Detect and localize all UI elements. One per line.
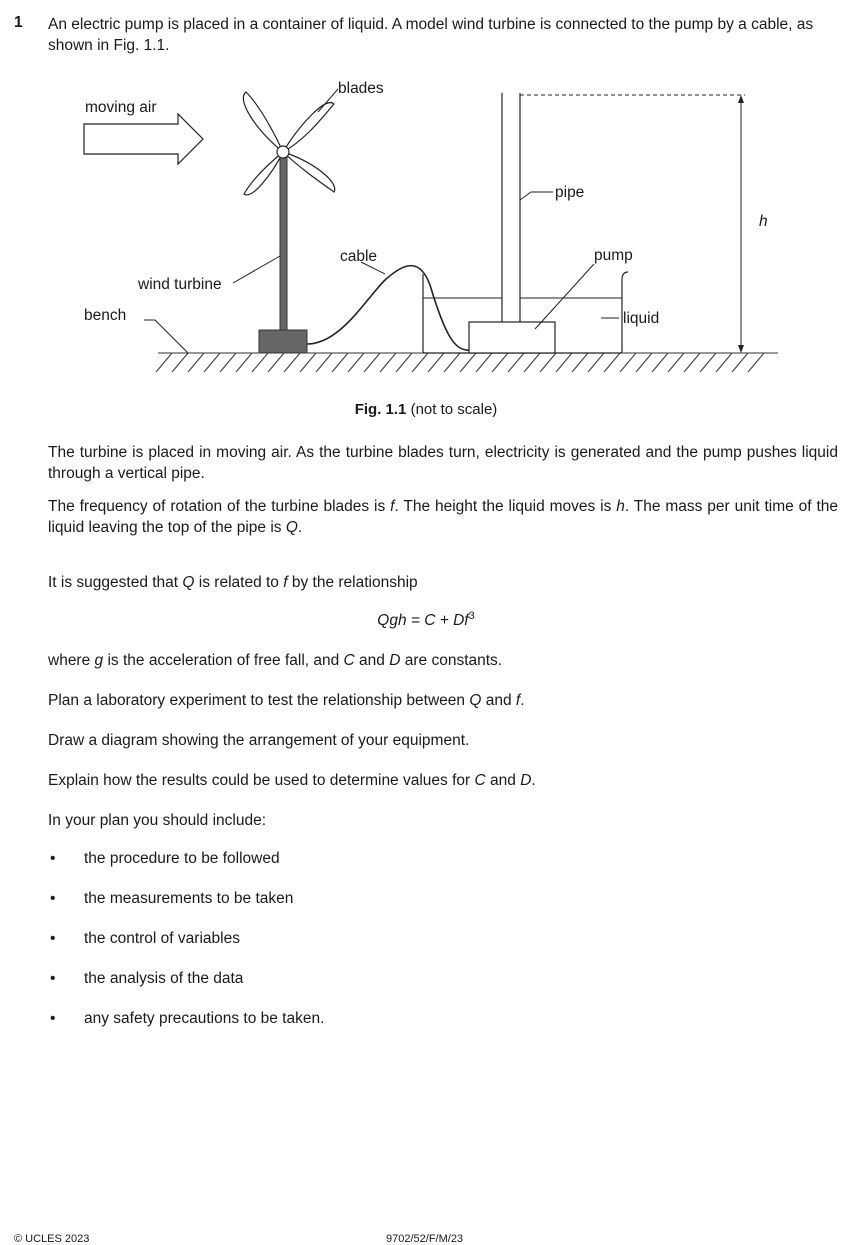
figure-caption — [0, 401, 852, 418]
hatch-line — [668, 353, 684, 372]
symbol-d: D — [389, 652, 401, 669]
symbol-h: h — [616, 498, 625, 515]
bullet-icon: • — [50, 970, 56, 987]
bullet-icon: • — [50, 930, 56, 947]
hatch-line — [636, 353, 652, 372]
hatch-line — [700, 353, 716, 372]
text: and — [481, 692, 516, 709]
label-liquid: liquid — [623, 310, 660, 327]
paragraph-relationship — [48, 572, 838, 593]
text: The frequency of rotation of the turbine blades is — [48, 498, 391, 515]
label-pump: pump — [594, 247, 633, 264]
figure-1-1 — [0, 60, 852, 400]
symbol-q: Q — [182, 574, 195, 591]
footer-copyright: © UCLES 2023 — [14, 1233, 90, 1245]
hatch-line — [604, 353, 620, 372]
height-arrow-down — [738, 345, 744, 353]
hatch-line — [716, 353, 732, 372]
symbol-f: f — [390, 498, 395, 515]
symbol-g: g — [94, 652, 104, 669]
text: . — [531, 772, 536, 789]
list-item-text: the control of variables — [84, 930, 240, 947]
symbol-c: C — [343, 652, 355, 669]
label-cable: cable — [340, 248, 378, 265]
paragraph-plan — [48, 690, 838, 711]
text: . The mass per unit time of the liquid leaving the top of the pipe is — [48, 498, 838, 536]
text: It is suggested that — [48, 574, 183, 591]
turbine-base — [259, 330, 307, 353]
hatch-line — [300, 353, 316, 372]
hatch-line — [332, 353, 348, 372]
equation — [0, 610, 852, 630]
bullet-icon: • — [50, 850, 56, 867]
hatch-line — [508, 353, 524, 372]
question-intro: An electric pump is placed in a container of liquid. A model wind turbine is connected to the pump by a cable, as shown in Fig. 1.1. — [48, 16, 814, 54]
paragraph-draw: Draw a diagram showing the arrangement of your equipment. — [48, 732, 470, 749]
bench-leader — [144, 320, 188, 353]
text: is related to — [194, 574, 284, 591]
hatch-line — [620, 353, 636, 372]
list-item-text: the analysis of the data — [84, 970, 244, 987]
text: . — [520, 692, 525, 709]
hatch-line — [156, 353, 172, 372]
label-pipe: pipe — [555, 184, 585, 201]
hatch-line — [524, 353, 540, 372]
turbine-blades — [243, 92, 334, 195]
symbol-f: f — [283, 574, 288, 591]
text: Explain how the results could be used to determine values for — [48, 772, 475, 789]
symbol-q: Q — [285, 519, 298, 536]
label-bench: bench — [84, 307, 127, 324]
hatch-line — [396, 353, 412, 372]
text: and — [485, 772, 521, 789]
paragraph-explain — [48, 770, 838, 791]
symbol-c: C — [474, 772, 486, 789]
text: . The height the liquid moves is — [394, 498, 617, 515]
bullet-icon: • — [50, 1010, 56, 1027]
figure-caption-number: Fig. 1.1 — [354, 401, 407, 418]
hatch-line — [444, 353, 460, 372]
hatch-line — [364, 353, 380, 372]
bullet-icon: • — [50, 890, 56, 907]
hatch-line — [556, 353, 572, 372]
hatch-line — [220, 353, 236, 372]
hatch-line — [252, 353, 268, 372]
equation-exponent: 3 — [468, 610, 475, 622]
cable — [307, 266, 470, 351]
paragraph-turbine: The turbine is placed in moving air. As the turbine blades turn, electricity is generated and the pump pushes liquid through a vertical pipe. — [48, 444, 838, 482]
label-h: h — [759, 213, 768, 230]
hatch-line — [748, 353, 764, 372]
hatch-line — [412, 353, 428, 372]
text: where — [48, 652, 95, 669]
hatch-line — [188, 353, 204, 372]
text: and — [354, 652, 390, 669]
hatch-line — [284, 353, 300, 372]
hatch-line — [236, 353, 252, 372]
hatch-line — [172, 353, 188, 372]
question-number: 1 — [14, 14, 23, 31]
hatch-line — [348, 353, 364, 372]
paragraph-include: In your plan you should include: — [48, 812, 267, 829]
hatch-line — [684, 353, 700, 372]
text: . — [297, 519, 303, 536]
hatch-line — [316, 353, 332, 372]
bench-hatching — [156, 353, 778, 372]
hatch-line — [588, 353, 604, 372]
paragraph-variables — [48, 496, 838, 538]
symbol-q: Q — [469, 692, 482, 709]
turbine-pole — [280, 152, 287, 330]
hatch-line — [476, 353, 492, 372]
label-moving-air: moving air — [85, 99, 157, 116]
list-item-text: the procedure to be followed — [84, 850, 280, 867]
hatch-line — [492, 353, 508, 372]
label-wind-turbine: wind turbine — [138, 276, 222, 293]
hatch-line — [572, 353, 588, 372]
text: is the acceleration of free fall, and — [103, 652, 344, 669]
pump-leader — [535, 264, 594, 329]
height-arrow-up — [738, 95, 744, 103]
list-item-text: the measurements to be taken — [84, 890, 294, 907]
figure-caption-note: (not to scale) — [406, 401, 498, 418]
moving-air-arrow — [84, 114, 203, 164]
label-blades: blades — [338, 80, 384, 97]
text: by the relationship — [287, 574, 418, 591]
hatch-line — [540, 353, 556, 372]
symbol-d: D — [520, 772, 532, 789]
footer-code: 9702/52/F/M/23 — [386, 1233, 464, 1245]
wind-turbine-leader — [233, 256, 280, 283]
pipe-leader — [520, 192, 553, 200]
hatch-line — [460, 353, 476, 372]
symbol-f: f — [515, 692, 521, 709]
hatch-line — [380, 353, 396, 372]
text: are constants. — [400, 652, 503, 669]
paragraph-constants — [48, 650, 838, 671]
pump-body — [469, 322, 555, 353]
hatch-line — [268, 353, 284, 372]
hatch-line — [428, 353, 444, 372]
text: Plan a laboratory experiment to test the relationship between — [48, 692, 470, 709]
equation-body: Qgh = C + Df — [377, 612, 469, 630]
hatch-line — [732, 353, 748, 372]
hatch-line — [652, 353, 668, 372]
hatch-line — [204, 353, 220, 372]
list-item-text: any safety precautions to be taken. — [84, 1010, 325, 1027]
